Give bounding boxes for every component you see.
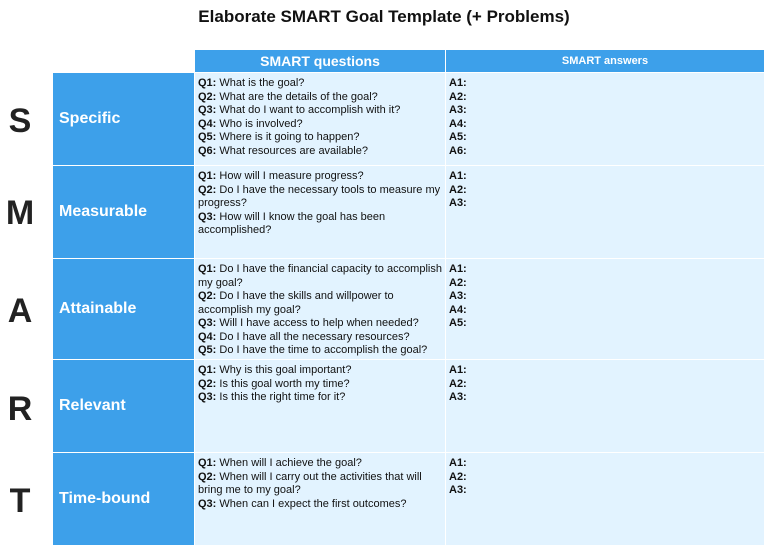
answer-label: A2: [449, 183, 467, 196]
answers-cell-attainable[interactable] [446, 259, 764, 359]
question-text: Do I have the time to accomplish the goal? [219, 344, 428, 356]
answer-label: A1: [449, 457, 467, 469]
question-tag: Q6: [198, 144, 217, 157]
header-answers: SMART answers [446, 50, 764, 72]
question-line [198, 91, 442, 105]
question-line [198, 391, 442, 405]
smart-letters-column [0, 72, 48, 544]
question-line [198, 498, 442, 512]
questions-cell-measurable[interactable] [195, 166, 445, 258]
question-tag: Q1: [198, 457, 217, 469]
letter-t: T [9, 482, 31, 520]
question-line [198, 263, 442, 290]
question-line [198, 118, 442, 132]
questions-cell-specific[interactable] [195, 73, 445, 165]
letter-a: A [7, 292, 33, 330]
question-tag: Q2: [198, 377, 217, 390]
question-text: What resources are available? [219, 144, 368, 157]
question-text: Is this goal worth my time? [219, 377, 350, 390]
question-tag: Q2: [198, 470, 217, 483]
answer-label: A2: [449, 90, 467, 103]
answer-label: A3: [449, 104, 467, 116]
row-label-attainable: Attainable [53, 259, 194, 359]
question-text: Do I have the necessary tools to measure my progress? [198, 183, 441, 209]
header-questions: SMART questions [195, 50, 445, 72]
question-tag: Q1: [198, 77, 217, 89]
question-text: Is this the right time for it? [219, 391, 346, 403]
answer-label: A4: [449, 117, 467, 130]
question-line [198, 317, 442, 331]
answers-cell-specific[interactable] [446, 73, 764, 165]
question-line [198, 211, 442, 238]
answer-label: A2: [449, 377, 467, 390]
question-text: Why is this goal important? [219, 364, 352, 376]
question-tag: Q1: [198, 364, 217, 376]
question-tag: Q3: [198, 104, 217, 116]
question-text: When will I carry out the activities that will bring me to my goal? [198, 470, 422, 496]
question-line [198, 290, 442, 317]
question-line [198, 471, 442, 498]
smart-table [53, 50, 764, 545]
question-text: When can I expect the first outcomes? [219, 497, 407, 510]
question-tag: Q3: [198, 317, 217, 329]
question-line [198, 331, 442, 345]
answer-label: A4: [449, 303, 467, 316]
question-text: How will I know the goal has been accomplished? [198, 210, 386, 236]
letter-r: R [7, 390, 33, 428]
answer-label: A5: [449, 317, 467, 329]
answer-label: A1: [449, 263, 467, 275]
question-tag: Q3: [198, 497, 217, 510]
answer-label: A3: [449, 197, 467, 209]
answer-label: A3: [449, 391, 467, 403]
question-tag: Q3: [198, 391, 217, 403]
question-line [198, 104, 442, 118]
question-tag: Q5: [198, 344, 217, 356]
question-line [198, 145, 442, 159]
answer-label: A2: [449, 470, 467, 483]
answer-label: A3: [449, 484, 467, 496]
answers-cell-measurable[interactable] [446, 166, 764, 258]
page-title: Elaborate SMART Goal Template (+ Problems) [198, 7, 570, 26]
row-label-relevant: Relevant [53, 360, 194, 452]
row-label-measurable: Measurable [53, 166, 194, 258]
question-tag: Q3: [198, 210, 217, 223]
answers-cell-time-bound[interactable] [446, 453, 764, 545]
question-line [198, 170, 442, 184]
questions-cell-time-bound[interactable] [195, 453, 445, 545]
question-tag: Q5: [198, 131, 217, 143]
letter-s: S [8, 102, 32, 140]
question-text: Do I have the financial capacity to accomplish my goal? [198, 263, 442, 289]
letter-m: M [5, 194, 35, 232]
answer-label: A1: [449, 77, 467, 89]
question-text: Do I have the skills and willpower to accomplish my goal? [198, 290, 394, 316]
answer-label: A1: [449, 170, 467, 182]
answer-label: A5: [449, 131, 467, 143]
question-tag: Q4: [198, 330, 217, 343]
question-text: Who is involved? [219, 117, 303, 130]
answer-label: A1: [449, 364, 467, 376]
question-tag: Q2: [198, 90, 217, 103]
question-text: How will I measure progress? [219, 170, 364, 182]
question-text: Do I have all the necessary resources? [219, 330, 410, 343]
answers-cell-relevant[interactable] [446, 360, 764, 452]
question-tag: Q2: [198, 183, 217, 196]
question-text: When will I achieve the goal? [219, 457, 362, 469]
questions-cell-attainable[interactable] [195, 259, 445, 359]
question-text: Will I have access to help when needed? [219, 317, 419, 329]
question-text: What do I want to accomplish with it? [219, 104, 401, 116]
answer-label: A3: [449, 290, 467, 302]
question-line [198, 378, 442, 392]
question-line [198, 77, 442, 91]
question-line [198, 344, 442, 358]
question-tag: Q4: [198, 117, 217, 130]
answer-label: A6: [449, 144, 467, 157]
question-text: Where is it going to happen? [219, 131, 360, 143]
question-tag: Q2: [198, 290, 217, 302]
row-label-time-bound: Time-bound [53, 453, 194, 545]
question-line [198, 457, 442, 471]
question-text: What is the goal? [219, 77, 305, 89]
questions-cell-relevant[interactable] [195, 360, 445, 452]
question-tag: Q1: [198, 170, 217, 182]
row-label-specific: Specific [53, 73, 194, 165]
question-line [198, 184, 442, 211]
question-line [198, 131, 442, 145]
question-text: What are the details of the goal? [219, 90, 378, 103]
question-line [198, 364, 442, 378]
answer-label: A2: [449, 276, 467, 289]
question-tag: Q1: [198, 263, 217, 275]
